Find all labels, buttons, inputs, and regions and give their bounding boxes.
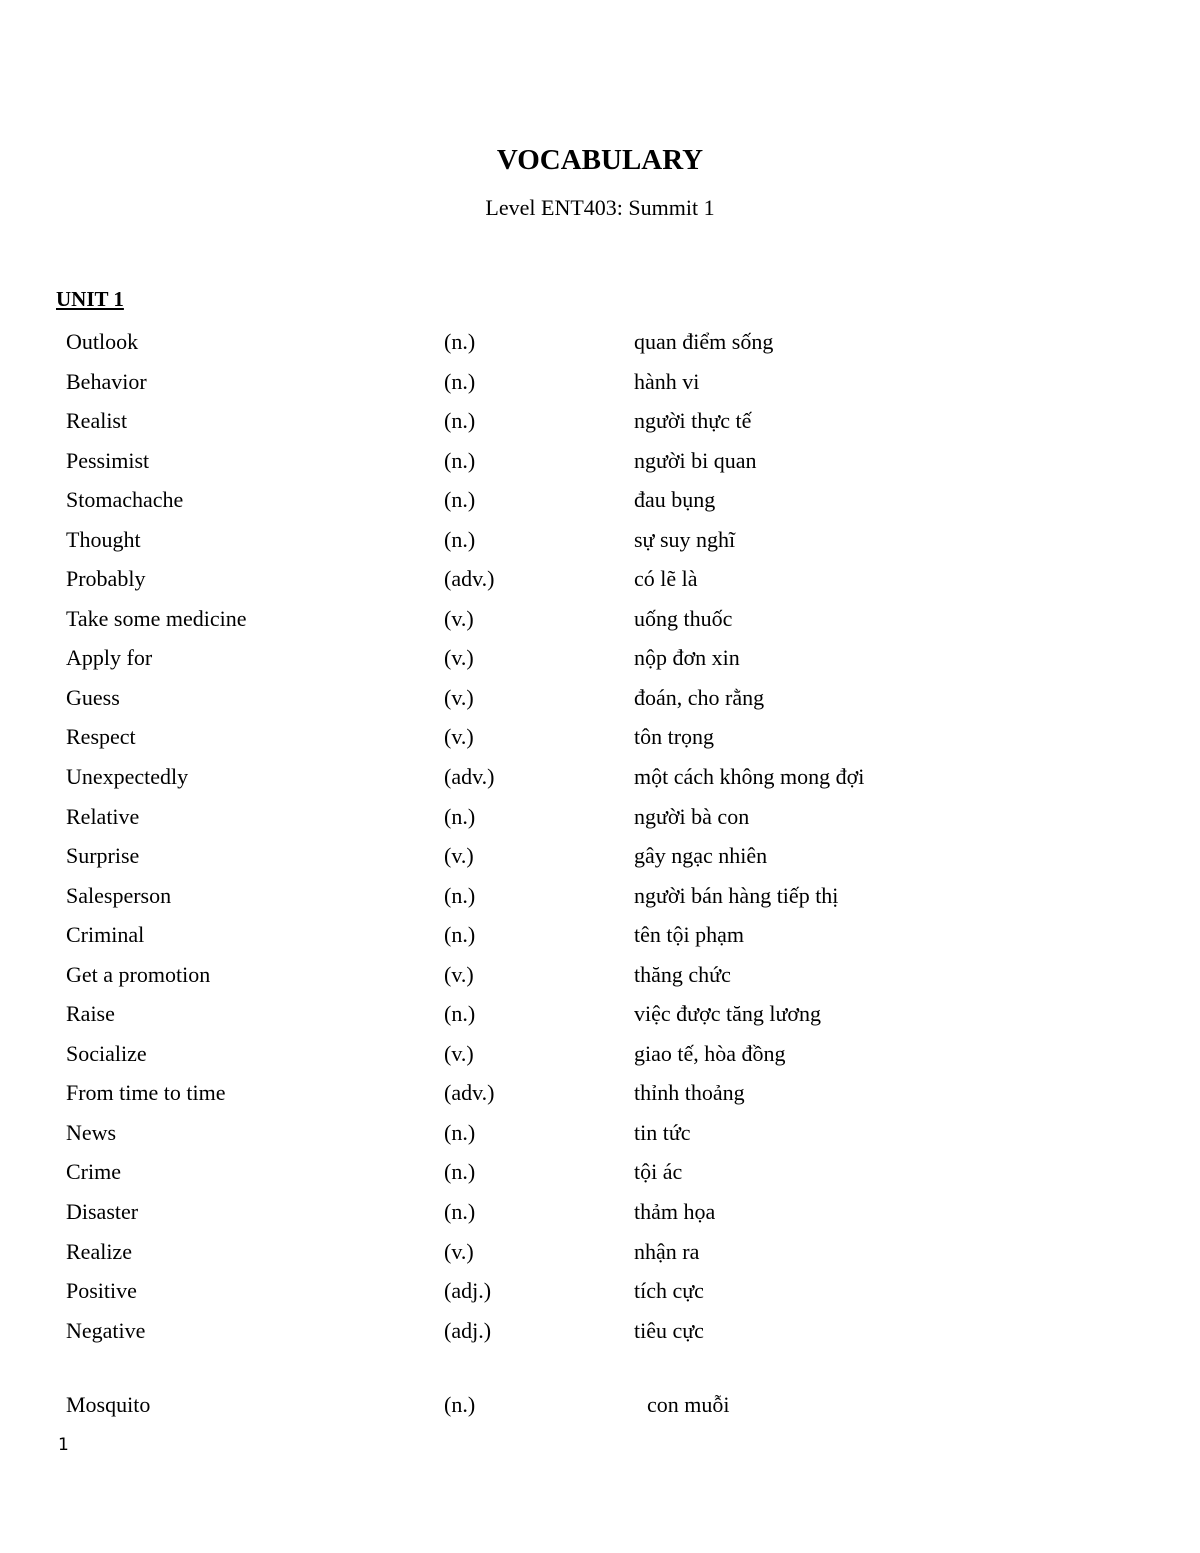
unit-heading: UNIT 1: [56, 287, 124, 311]
vocab-row-extra: [0, 1391, 1200, 1421]
vocab-word: Pessimist: [66, 447, 150, 473]
vocab-meaning: việc được tăng lương: [634, 1001, 822, 1027]
vocab-meaning: một cách không mong đợi: [634, 764, 865, 790]
vocab-row: [0, 1277, 1200, 1317]
vocab-part-of-speech: (n.): [444, 447, 476, 473]
vocab-row: [0, 882, 1200, 922]
vocab-part-of-speech: (v.): [444, 724, 474, 750]
vocab-part-of-speech: (n.): [444, 803, 476, 829]
vocab-word: News: [66, 1119, 117, 1145]
vocab-row: [0, 1000, 1200, 1040]
vocab-meaning: người bi quan: [634, 447, 757, 473]
vocab-row: [0, 605, 1200, 645]
vocabulary-list: [0, 328, 1200, 1356]
vocab-word: Take some medicine: [66, 605, 247, 631]
vocab-meaning: thăng chức: [634, 961, 731, 987]
vocab-row: [0, 368, 1200, 408]
vocab-row: [0, 1317, 1200, 1357]
vocab-part-of-speech: (adv.): [444, 566, 495, 592]
vocab-part-of-speech: (adj.): [444, 1278, 492, 1304]
vocab-row: [0, 644, 1200, 684]
vocab-meaning: giao tế, hòa đồng: [634, 1040, 786, 1066]
vocab-part-of-speech: (n.): [444, 526, 476, 552]
vocab-row: [0, 407, 1200, 447]
vocab-row: [0, 1079, 1200, 1119]
vocab-meaning: gây ngạc nhiên: [634, 843, 768, 869]
vocab-part-of-speech: (n.): [444, 1392, 476, 1417]
vocab-part-of-speech: (n.): [444, 1119, 476, 1145]
vocab-row: [0, 1158, 1200, 1198]
vocab-word: From time to time: [66, 1080, 226, 1106]
vocab-word: Probably: [66, 566, 146, 592]
vocab-row: [0, 328, 1200, 368]
vocab-meaning: người thực tế: [634, 408, 752, 434]
vocab-meaning: quan điểm sống: [634, 329, 774, 354]
vocab-part-of-speech: (n.): [444, 922, 476, 948]
vocab-meaning: thảm họa: [634, 1199, 716, 1225]
vocab-part-of-speech: (n.): [444, 1199, 476, 1225]
vocab-meaning: người bán hàng tiếp thị: [634, 882, 839, 908]
vocab-row: [0, 842, 1200, 882]
vocab-row: [0, 961, 1200, 1001]
vocab-word: Crime: [66, 1159, 121, 1185]
vocab-meaning: sự suy nghĩ: [634, 526, 736, 552]
vocab-word: Positive: [66, 1278, 137, 1304]
vocab-row: [0, 486, 1200, 526]
vocab-part-of-speech: (adv.): [444, 764, 495, 790]
vocab-part-of-speech: (v.): [444, 684, 474, 710]
vocab-word: Realist: [66, 408, 128, 434]
vocab-row: [0, 763, 1200, 803]
page-number: 1: [58, 1435, 69, 1455]
vocab-row: [0, 723, 1200, 763]
vocab-row: [0, 1040, 1200, 1080]
vocab-word: Raise: [66, 1001, 115, 1027]
vocab-word: Salesperson: [66, 882, 172, 908]
vocab-row: [0, 684, 1200, 724]
vocab-word: Socialize: [66, 1040, 147, 1066]
vocab-meaning: tôn trọng: [634, 724, 715, 750]
vocab-word: Disaster: [66, 1199, 139, 1225]
vocab-word: Realize: [66, 1238, 132, 1264]
vocab-part-of-speech: (n.): [444, 487, 476, 513]
vocab-meaning: tích cực: [634, 1278, 704, 1304]
vocab-meaning: tiêu cực: [634, 1317, 704, 1343]
vocab-meaning: tin tức: [634, 1119, 691, 1145]
vocab-meaning: người bà con: [634, 803, 750, 829]
vocab-meaning: nhận ra: [634, 1238, 700, 1264]
vocab-row: [0, 447, 1200, 487]
document-subtitle: Level ENT403: Summit 1: [485, 195, 715, 220]
vocab-word: Respect: [66, 724, 136, 750]
document-title: VOCABULARY: [496, 144, 704, 176]
vocab-meaning: hành vi: [634, 368, 700, 394]
vocab-word: Stomachache: [66, 487, 184, 513]
vocab-meaning: nộp đơn xin: [634, 645, 740, 671]
vocab-word: Relative: [66, 803, 140, 829]
vocab-meaning: con muỗi: [647, 1392, 730, 1417]
vocab-part-of-speech: (v.): [444, 1040, 474, 1066]
vocab-meaning: có lẽ là: [634, 566, 698, 592]
vocab-part-of-speech: (v.): [444, 645, 474, 671]
vocab-part-of-speech: (v.): [444, 961, 474, 987]
vocab-part-of-speech: (v.): [444, 843, 474, 869]
vocab-part-of-speech: (n.): [444, 882, 476, 908]
vocab-row: [0, 526, 1200, 566]
vocab-part-of-speech: (n.): [444, 329, 476, 354]
vocab-part-of-speech: (n.): [444, 1159, 476, 1185]
vocab-row: [0, 565, 1200, 605]
vocab-word: Criminal: [66, 922, 145, 948]
vocab-row: [0, 1198, 1200, 1238]
vocab-word: Get a promotion: [66, 961, 211, 987]
vocab-row: [0, 921, 1200, 961]
vocab-word: Negative: [66, 1317, 146, 1343]
vocab-meaning: tội ác: [634, 1159, 683, 1185]
vocab-meaning: uống thuốc: [634, 605, 733, 631]
vocab-word: Surprise: [66, 843, 140, 869]
vocab-meaning: tên tội phạm: [634, 922, 744, 948]
vocab-word: Unexpectedly: [66, 764, 189, 790]
vocab-row: [0, 1238, 1200, 1278]
vocab-word: Guess: [66, 684, 120, 710]
vocab-word: Behavior: [66, 368, 147, 394]
vocab-word: Outlook: [66, 329, 139, 354]
vocab-part-of-speech: (v.): [444, 1238, 474, 1264]
vocab-part-of-speech: (n.): [444, 368, 476, 394]
vocab-row: [0, 803, 1200, 843]
vocab-meaning: đau bụng: [634, 487, 716, 513]
vocab-word: Thought: [66, 526, 141, 552]
vocab-part-of-speech: (n.): [444, 1001, 476, 1027]
vocab-part-of-speech: (adv.): [444, 1080, 495, 1106]
vocab-meaning: đoán, cho rằng: [634, 684, 765, 710]
vocab-meaning: thỉnh thoảng: [634, 1080, 745, 1106]
vocab-part-of-speech: (n.): [444, 408, 476, 434]
vocab-part-of-speech: (v.): [444, 605, 474, 631]
vocab-word: Apply for: [66, 645, 153, 671]
vocab-part-of-speech: (adj.): [444, 1317, 492, 1343]
vocab-row: [0, 1119, 1200, 1159]
vocab-word: Mosquito: [66, 1392, 151, 1417]
